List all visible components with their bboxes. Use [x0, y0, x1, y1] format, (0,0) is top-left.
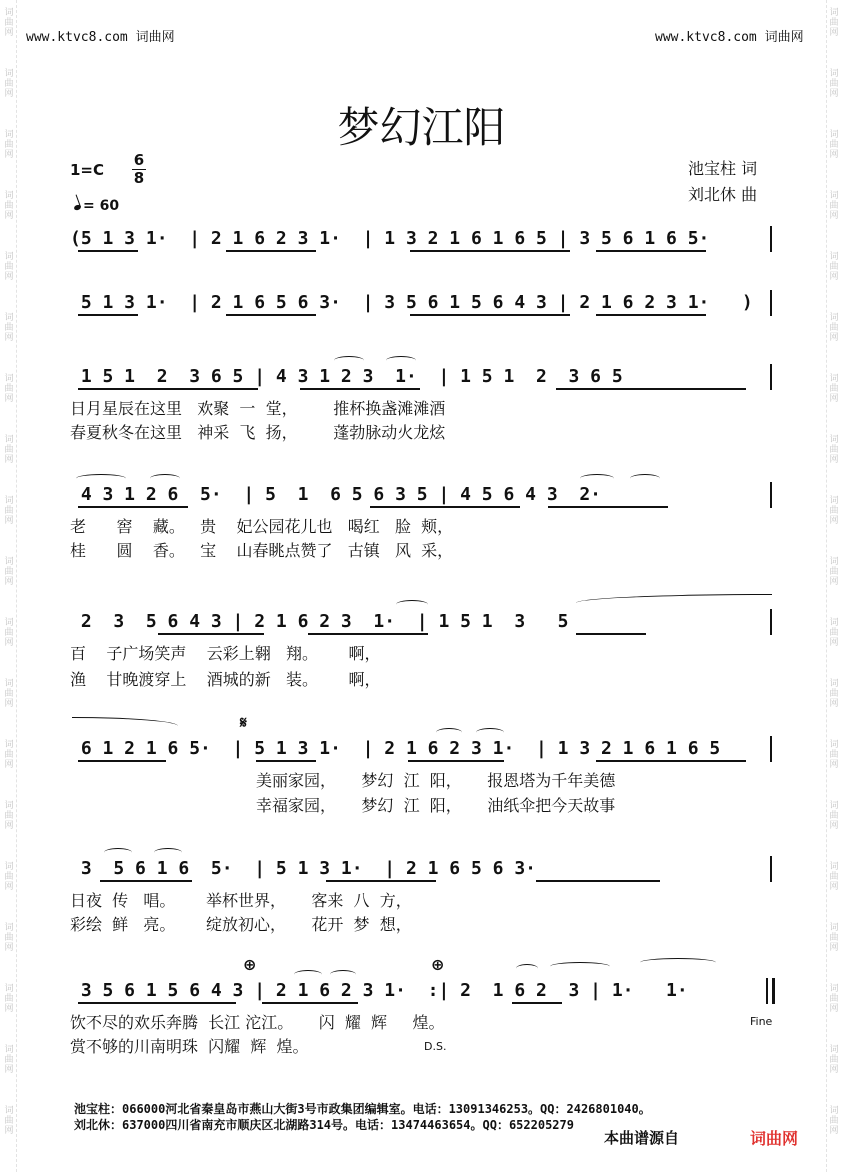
brand-logo[interactable]: 词曲网 [750, 1129, 799, 1148]
slur [640, 958, 716, 967]
time-bottom: 8 [133, 169, 145, 187]
header-url-left[interactable]: www.ktvc8.com 词曲网 [26, 30, 175, 45]
beam [548, 506, 668, 508]
score-line-8: 3 5 6 1 5 6 4 3 | 2 1 6 2 3 1· :| 2 1 6 2 3 | 1· 1· [70, 980, 688, 1001]
coda-sign: ⊕ [243, 955, 257, 974]
slur [104, 848, 132, 857]
tie-slur [72, 717, 178, 726]
lyrics-4b: 桂 圆 香。 宝 山春眺点赞了 古镇 风 采， [70, 541, 454, 560]
beam [300, 388, 420, 390]
beam [596, 760, 746, 762]
song-title: 梦幻江阳 [337, 103, 506, 152]
fine-marking: Fine [750, 1015, 773, 1028]
watermark-text: 词曲网 [829, 862, 839, 892]
watermark-text: 词曲网 [829, 923, 839, 953]
beam [326, 880, 436, 882]
footer-composer-contact: 刘北休：637000四川省南充市顺庆区北湖路314号。电话：13474463654。QQ：652205279 [74, 1118, 574, 1132]
watermark-text: 词曲网 [4, 130, 14, 160]
watermark-text: 词曲网 [4, 984, 14, 1014]
lyrics-3a: 日月星辰在这里 欢聚 一 堂， 推杯换盏滩滩酒 [70, 399, 446, 418]
slur [334, 356, 364, 365]
watermark-text: 词曲网 [4, 801, 14, 831]
key-signature: 1=C [70, 161, 105, 179]
ds-marking: D.S. [424, 1040, 447, 1053]
beam [596, 314, 706, 316]
watermark-text: 词曲网 [829, 252, 839, 282]
beam [78, 250, 138, 252]
lyrics-8a: 饮不尽的欢乐奔腾 长江 沱江。 闪 耀 辉 煌。 [70, 1013, 445, 1032]
lyrics-5a: 百 子广场笑声 云彩上翱 翔。 啊， [70, 644, 381, 663]
watermark-text: 词曲网 [4, 313, 14, 343]
quarter-note-icon [73, 204, 81, 211]
beam [226, 314, 316, 316]
watermark-text: 词曲网 [4, 496, 14, 526]
beam [576, 633, 646, 635]
slur [294, 970, 322, 979]
watermark-text: 词曲网 [829, 557, 839, 587]
bar-line [770, 736, 772, 762]
slur [476, 728, 504, 737]
slur [516, 964, 538, 973]
watermark-text: 词曲网 [4, 69, 14, 99]
segno-sign: 𝄋 [240, 713, 247, 732]
bar-line [770, 609, 772, 635]
beam [78, 506, 188, 508]
header-url-right[interactable]: www.ktvc8.com 词曲网 [655, 30, 804, 45]
score-line-6: 6 1 2 1 6 5· | 5 1 3 1· | 2 1 6 2 3 1· | 1 3 2 1 6 1 6 5 [70, 738, 721, 759]
watermark-text: 词曲网 [4, 618, 14, 648]
beam [158, 633, 264, 635]
watermark-text: 词曲网 [829, 496, 839, 526]
watermark-text: 词曲网 [4, 1045, 14, 1075]
slur [436, 728, 462, 737]
beam [536, 880, 660, 882]
slur [550, 962, 610, 971]
watermark-text: 词曲网 [829, 679, 839, 709]
lyrics-7a: 日夜 传 唱。 举杯世界， 客来 八 方， [70, 891, 412, 910]
score-line-4: 4 3 1 2 6 5· | 5 1 6 5 6 3 5 | 4 5 6 4 3 2· [70, 484, 602, 505]
slur [76, 474, 126, 483]
lyrics-7b: 彩绘 鲜 亮。 绽放初心， 花开 梦 想， [70, 915, 412, 934]
left-watermark-strip [2, 0, 17, 1172]
lyrics-3b: 春夏秋冬在这里 神采 飞 扬， 蓬勃脉动火龙炫 [70, 423, 446, 442]
watermark-text: 词曲网 [829, 191, 839, 221]
bar-line [766, 978, 768, 1004]
watermark-text: 词曲网 [829, 130, 839, 160]
lyricist-credit: 池宝柱 词 [688, 159, 758, 178]
slur [150, 474, 180, 483]
beam [262, 1002, 358, 1004]
tie-slur [576, 594, 772, 603]
beam [410, 314, 570, 316]
watermark-text: 词曲网 [829, 374, 839, 404]
time-top: 6 [133, 151, 145, 169]
watermark-text: 词曲网 [829, 801, 839, 831]
watermark-text: 词曲网 [4, 862, 14, 892]
watermark-text: 词曲网 [829, 618, 839, 648]
watermark-text: 词曲网 [4, 435, 14, 465]
watermark-text: 词曲网 [4, 191, 14, 221]
beam [410, 250, 570, 252]
right-watermark-strip [826, 0, 841, 1172]
watermark-text: 词曲网 [829, 984, 839, 1014]
coda-sign: ⊕ [431, 955, 445, 974]
slur [396, 600, 428, 609]
score-line-1: (5 1 3 1· | 2 1 6 2 3 1· | 1 3 2 1 6 1 6 5 | 3 5 6 1 6 5· [70, 228, 710, 249]
watermark-text: 词曲网 [4, 1106, 14, 1136]
composer-credit: 刘北休 曲 [688, 185, 758, 204]
score-line-3: 1 5 1 2 3 6 5 | 4 3 1 2 3 1· | 1 5 1 2 3 6 5 [70, 366, 623, 387]
beam [256, 760, 316, 762]
lyrics-4a: 老 窖 藏。 贵 妃公园花儿也 喝红 脸 颊， [70, 517, 454, 536]
lyrics-6b: 幸福家园， 梦幻 江 阳， 油纸伞把今天故事 [256, 796, 616, 815]
bar-line [770, 226, 772, 252]
watermark-text: 词曲网 [829, 1106, 839, 1136]
slur [154, 848, 182, 857]
beam [226, 250, 316, 252]
bar-line [770, 856, 772, 882]
beam [78, 1002, 236, 1004]
watermark-text: 词曲网 [829, 1045, 839, 1075]
beam [408, 760, 504, 762]
beam [556, 388, 746, 390]
beam [78, 314, 138, 316]
score-line-2: 5 1 3 1· | 2 1 6 5 6 3· | 3 5 6 1 5 6 4 3 | 2 1 6 2 3 1· ) [70, 292, 753, 313]
bar-line [770, 482, 772, 508]
watermark-text: 词曲网 [4, 374, 14, 404]
watermark-text: 词曲网 [4, 252, 14, 282]
score-line-7: 3 5 6 1 6 5· | 5 1 3 1· | 2 1 6 5 6 3· [70, 858, 536, 879]
beam [370, 506, 520, 508]
bar-line [770, 364, 772, 390]
watermark-text: 词曲网 [829, 8, 839, 38]
bar-line [770, 290, 772, 316]
lyrics-5b: 渔 甘晚渡穿上 酒城的新 装。 啊， [70, 670, 381, 689]
beam [78, 388, 258, 390]
beam [78, 760, 166, 762]
slur [630, 474, 660, 483]
watermark-text: 词曲网 [4, 679, 14, 709]
watermark-text: 词曲网 [4, 8, 14, 38]
beam [596, 250, 706, 252]
beam [512, 1002, 562, 1004]
watermark-text: 词曲网 [829, 435, 839, 465]
source-label: 本曲谱源自 [604, 1129, 680, 1147]
score-line-5: 2 3 5 6 4 3 | 2 1 6 2 3 1· | 1 5 1 3 5 [70, 611, 569, 632]
watermark-text: 词曲网 [829, 313, 839, 343]
watermark-text: 词曲网 [4, 923, 14, 953]
watermark-text: 词曲网 [4, 557, 14, 587]
slur [580, 474, 614, 483]
time-signature [132, 152, 146, 187]
lyrics-6a: 美丽家园， 梦幻 江 阳， 报恩塔为千年美德 [256, 771, 616, 790]
beam [308, 633, 428, 635]
tempo-value: = 60 [83, 198, 120, 214]
tempo-marking [74, 198, 119, 214]
watermark-text: 词曲网 [829, 740, 839, 770]
watermark-text: 词曲网 [4, 740, 14, 770]
watermark-text: 词曲网 [829, 69, 839, 99]
final-bar-line [772, 978, 775, 1004]
footer-lyricist-contact: 池宝柱：066000河北省秦皇岛市燕山大街3号市政集团编辑室。电话：13091346253。QQ：2426801040。 [74, 1102, 651, 1116]
lyrics-8b: 赏不够的川南明珠 闪耀 辉 煌。 [70, 1037, 309, 1056]
slur [386, 356, 416, 365]
beam [100, 880, 192, 882]
slur [330, 970, 356, 979]
